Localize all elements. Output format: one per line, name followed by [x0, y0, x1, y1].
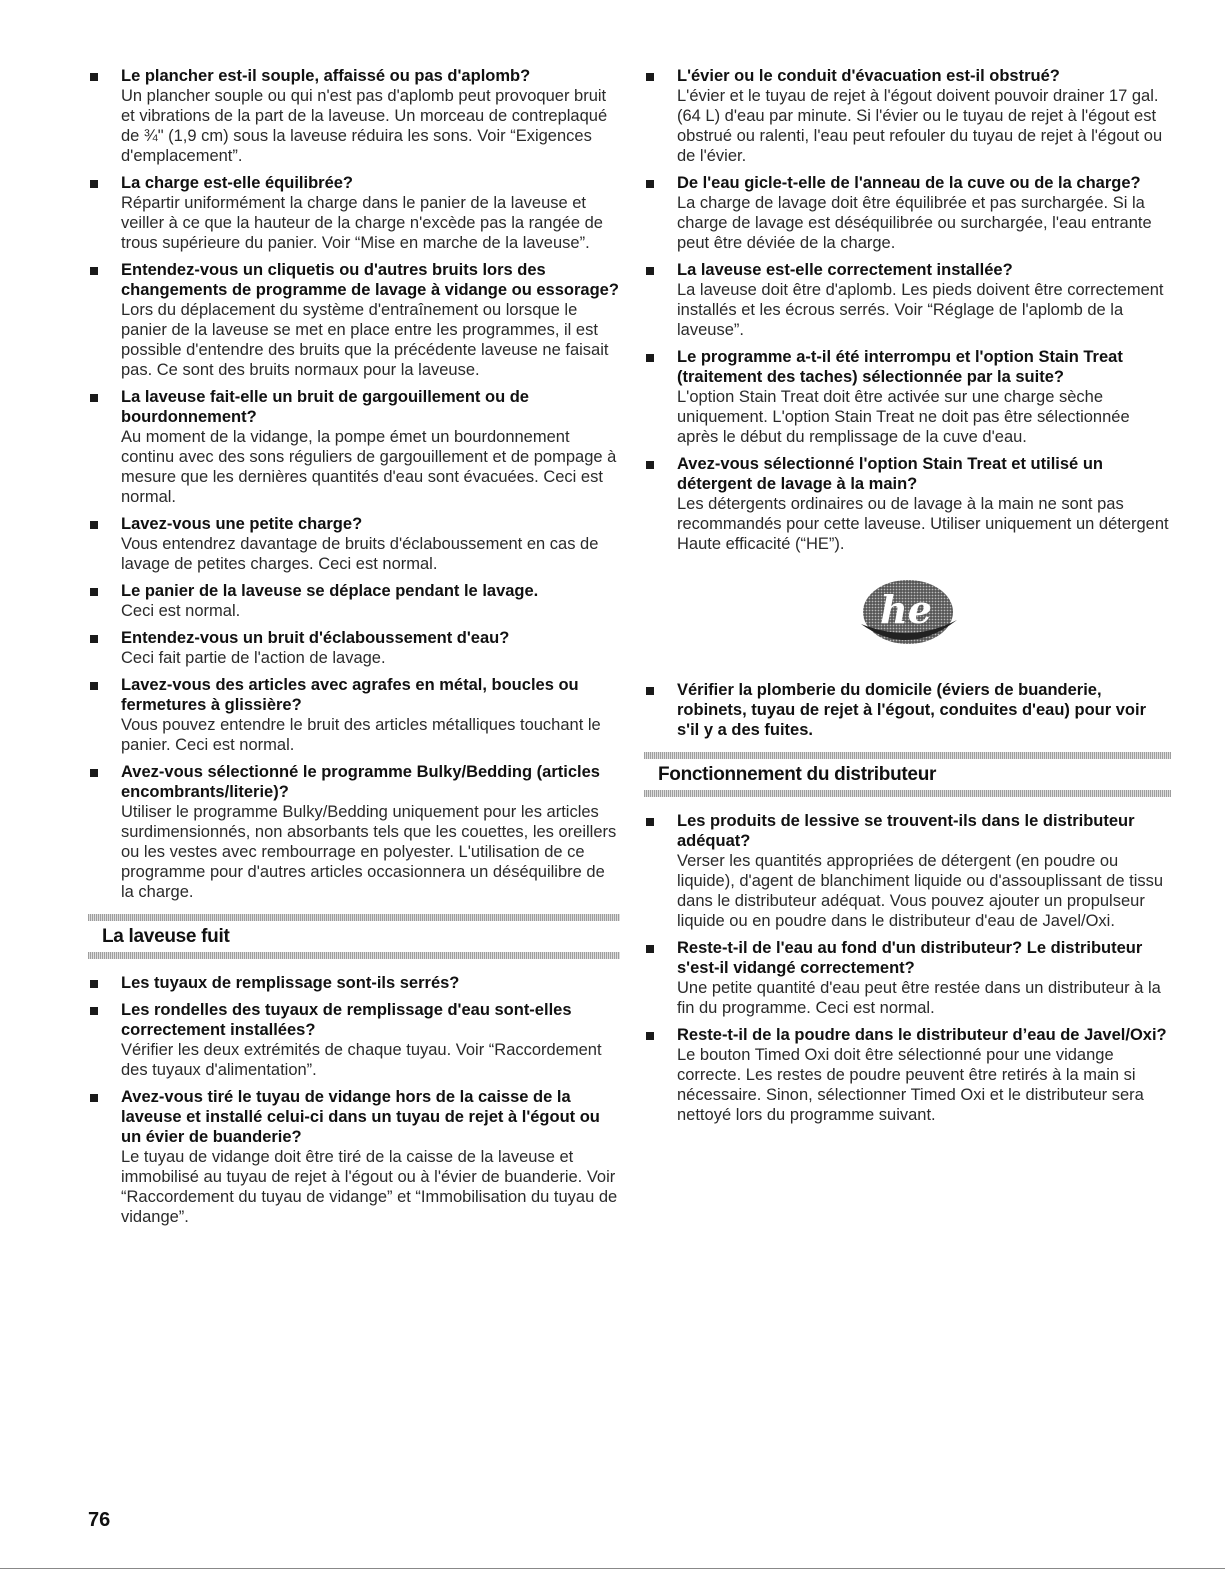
dispenser-items-list	[644, 811, 1171, 1125]
item-question: Vérifier la plomberie du domicile (éviers de buanderie, robinets, tuyau de rejet à l'égout, conduites d'eau) pour voir s'il y a des fuites.	[677, 681, 1146, 739]
item-answer: L'évier et le tuyau de rejet à l'égout doivent pouvoir drainer 17 gal. (64 L) d'eau par minute. Si l'évier ou le tuyau de rejet à l'égout est obstrué ou ralenti, l'eau peut refouler du tuyau de rejet à l'égout ou de l'évier.	[677, 87, 1163, 165]
bullet-icon	[90, 1007, 98, 1015]
item-answer: L'option Stain Treat doit être activée sur une charge sèche uniquement. L'option Stain Treat ne doit pas être sélectionnée après le début du remplissage de la cuve d'eau.	[677, 388, 1130, 446]
bullet-icon	[90, 769, 98, 777]
bullet-icon	[646, 73, 654, 81]
troubleshooting-item	[644, 938, 1171, 1018]
section-band-top	[88, 914, 620, 921]
item-answer: Un plancher souple ou qui n'est pas d'aplomb peut provoquer bruit et vibrations de la part de la laveuse. Un morceau de contreplaqué de ¾" (1,9 cm) sous la laveuse réduira les sons. Voir “Exigences d'emplacement”.	[121, 87, 608, 165]
bullet-icon	[646, 687, 654, 695]
bullet-icon	[90, 588, 98, 596]
troubleshooting-item	[88, 973, 620, 993]
item-question: Avez-vous sélectionné le programme Bulky/Bedding (articles encombrants/literie)?	[121, 763, 600, 801]
item-question: Les rondelles des tuyaux de remplissage d'eau sont-elles correctement installées?	[121, 1001, 572, 1039]
bullet-icon	[90, 980, 98, 988]
section-band-top	[644, 752, 1171, 759]
troubleshooting-item	[644, 680, 1171, 740]
item-answer: Lors du déplacement du système d'entraînement ou lorsque le panier de la laveuse se met en place entre les programmes, il est possible d'entendre des bruits que la précédente laveuse ne faisait pas. Ce sont des bruits normaux pour la laveuse.	[121, 301, 609, 379]
bullet-icon	[646, 1032, 654, 1040]
bullet-icon	[90, 73, 98, 81]
drain-items-list	[644, 66, 1171, 554]
item-question: Les tuyaux de remplissage sont-ils serrés?	[121, 974, 460, 992]
section-header-dispenser	[644, 752, 1171, 797]
item-question: Lavez-vous une petite charge?	[121, 515, 363, 533]
bullet-icon	[646, 945, 654, 953]
troubleshooting-item	[88, 581, 620, 621]
right-column	[644, 66, 1171, 1132]
bullet-icon	[646, 180, 654, 188]
item-question: Reste-t-il de l'eau au fond d'un distributeur? Le distributeur s'est-il vidangé correctement?	[677, 939, 1143, 977]
section-title: Fonctionnement du distributeur	[658, 764, 937, 785]
bullet-icon	[90, 180, 98, 188]
item-question: Le plancher est-il souple, affaissé ou pas d'aplomb?	[121, 67, 531, 85]
troubleshooting-item	[88, 1087, 620, 1227]
he-logo-icon	[853, 576, 963, 656]
troubleshooting-item	[88, 66, 620, 166]
bullet-icon	[646, 267, 654, 275]
item-question: Avez-vous sélectionné l'option Stain Treat et utilisé un détergent de lavage à la main?	[677, 455, 1103, 493]
item-question: De l'eau gicle-t-elle de l'anneau de la cuve ou de la charge?	[677, 174, 1141, 192]
item-question: Reste-t-il de la poudre dans le distributeur d’eau de Javel/Oxi?	[677, 1026, 1167, 1044]
left-column	[88, 66, 620, 1234]
bullet-icon	[646, 461, 654, 469]
item-question: Lavez-vous des articles avec agrafes en métal, boucles ou fermetures à glissière?	[121, 676, 579, 714]
item-answer: Vous entendrez davantage de bruits d'éclaboussement en cas de lavage de petites charges. Ceci est normal.	[121, 535, 599, 573]
item-answer: Le tuyau de vidange doit être tiré de la caisse de la laveuse et immobilisé au tuyau de rejet à l'égout ou à l'évier de buanderie. Voir “Raccordement du tuyau de vidange” et “Immobilisation du tuyau de vidange”.	[121, 1148, 618, 1226]
item-question: La laveuse est-elle correctement installée?	[677, 261, 1013, 279]
item-question: Le programme a-t-il été interrompu et l'option Stain Treat (traitement des taches) sélectionnée par la suite?	[677, 348, 1123, 386]
bullet-icon	[646, 818, 654, 826]
bullet-icon	[90, 267, 98, 275]
troubleshooting-item	[88, 1000, 620, 1080]
item-answer: Vérifier les deux extrémités de chaque tuyau. Voir “Raccordement des tuyaux d'alimentation”.	[121, 1041, 602, 1079]
bullet-icon	[90, 521, 98, 529]
item-answer: Utiliser le programme Bulky/Bedding uniquement pour les articles surdimensionnés, non absorbants tels que les couettes, les oreillers ou les vestes avec rembourrage en polyester. L'utilisation de ce programme pour d'autres articles occasionnera un déséquilibre de la charge.	[121, 803, 617, 901]
troubleshooting-item	[644, 260, 1171, 340]
item-answer: Répartir uniformément la charge dans le panier de la laveuse et veiller à ce que la hauteur de la charge n'excède pas la rangée de trous supérieure du panier. Voir “Mise en marche de la laveuse”.	[121, 194, 603, 252]
page-number: 76	[88, 1509, 111, 1531]
bullet-icon	[90, 1094, 98, 1102]
item-question: Avez-vous tiré le tuyau de vidange hors de la caisse de la laveuse et installé celui-ci dans un tuyau de rejet à l'égout ou un évier de buanderie?	[121, 1088, 600, 1146]
item-question: Le panier de la laveuse se déplace pendant le lavage.	[121, 582, 539, 600]
troubleshooting-item	[88, 628, 620, 668]
troubleshooting-item	[644, 347, 1171, 447]
troubleshooting-item	[644, 66, 1171, 166]
troubleshooting-item	[644, 173, 1171, 253]
leak-items-list	[88, 973, 620, 1227]
troubleshooting-item	[88, 173, 620, 253]
item-answer: Le bouton Timed Oxi doit être sélectionné pour une vidange correcte. Les restes de poudre peuvent être retirés à la main si nécessaire. Sinon, sélectionner Timed Oxi et le distributeur sera nettoyé lors du programme suivant.	[677, 1046, 1144, 1124]
item-answer: Ceci est normal.	[121, 602, 241, 620]
troubleshooting-item	[644, 1025, 1171, 1125]
section-band-bottom	[644, 790, 1171, 797]
troubleshooting-item	[88, 514, 620, 574]
noise-items-list	[88, 66, 620, 902]
item-answer: La charge de lavage doit être équilibrée et pas surchargée. Si la charge de lavage est déséquilibrée ou surchargée, l'eau entrante peut être déviée de la charge.	[677, 194, 1152, 252]
plumbing-check-list	[644, 680, 1171, 740]
bullet-icon	[90, 635, 98, 643]
bullet-icon	[90, 394, 98, 402]
bullet-icon	[646, 354, 654, 362]
section-header-leaks	[88, 914, 620, 959]
section-band-bottom	[88, 952, 620, 959]
item-question: L'évier ou le conduit d'évacuation est-il obstrué?	[677, 67, 1060, 85]
troubleshooting-item	[88, 675, 620, 755]
item-question: Entendez-vous un cliquetis ou d'autres bruits lors des changements de programme de lavage à vidange ou essorage?	[121, 261, 619, 299]
item-answer: Les détergents ordinaires ou de lavage à la main ne sont pas recommandés pour cette laveuse. Utiliser uniquement un détergent Haute efficacité (“HE”).	[677, 495, 1169, 553]
item-answer: Verser les quantités appropriées de détergent (en poudre ou liquide), d'agent de blanchiment liquide ou d'assouplissant de tissu dans le distributeur adéquat. Vous pouvez ajouter un propulseur liquide ou en poudre dans le distributeur d'eau de Javel/Oxi.	[677, 852, 1164, 930]
troubleshooting-item	[88, 762, 620, 902]
item-answer: Une petite quantité d'eau peut être restée dans un distributeur à la fin du programme. Ceci est normal.	[677, 979, 1161, 1017]
troubleshooting-item	[644, 454, 1171, 554]
item-question: La laveuse fait-elle un bruit de gargouillement ou de bourdonnement?	[121, 388, 529, 426]
item-answer: Ceci fait partie de l'action de lavage.	[121, 649, 386, 667]
section-title: La laveuse fuit	[102, 926, 230, 947]
item-answer: Au moment de la vidange, la pompe émet un bourdonnement continu avec des sons réguliers de gargouillement et de pompage à mesure que les dernières quantités d'eau sont évacuées. Ceci est normal.	[121, 428, 617, 506]
troubleshooting-item	[644, 811, 1171, 931]
item-question: La charge est-elle équilibrée?	[121, 174, 353, 192]
item-question: Entendez-vous un bruit d'éclaboussement d'eau?	[121, 629, 510, 647]
he-logo-text: he	[879, 587, 932, 632]
bullet-icon	[90, 682, 98, 690]
troubleshooting-item	[88, 260, 620, 380]
troubleshooting-item	[88, 387, 620, 507]
bottom-rule	[0, 1568, 1225, 1569]
item-question: Les produits de lessive se trouvent-ils dans le distributeur adéquat?	[677, 812, 1135, 850]
item-answer: La laveuse doit être d'aplomb. Les pieds doivent être correctement installés et les écrous serrés. Voir “Réglage de l'aplomb de la laveuse”.	[677, 281, 1164, 339]
item-answer: Vous pouvez entendre le bruit des articles métalliques touchant le panier. Ceci est normal.	[121, 716, 601, 754]
